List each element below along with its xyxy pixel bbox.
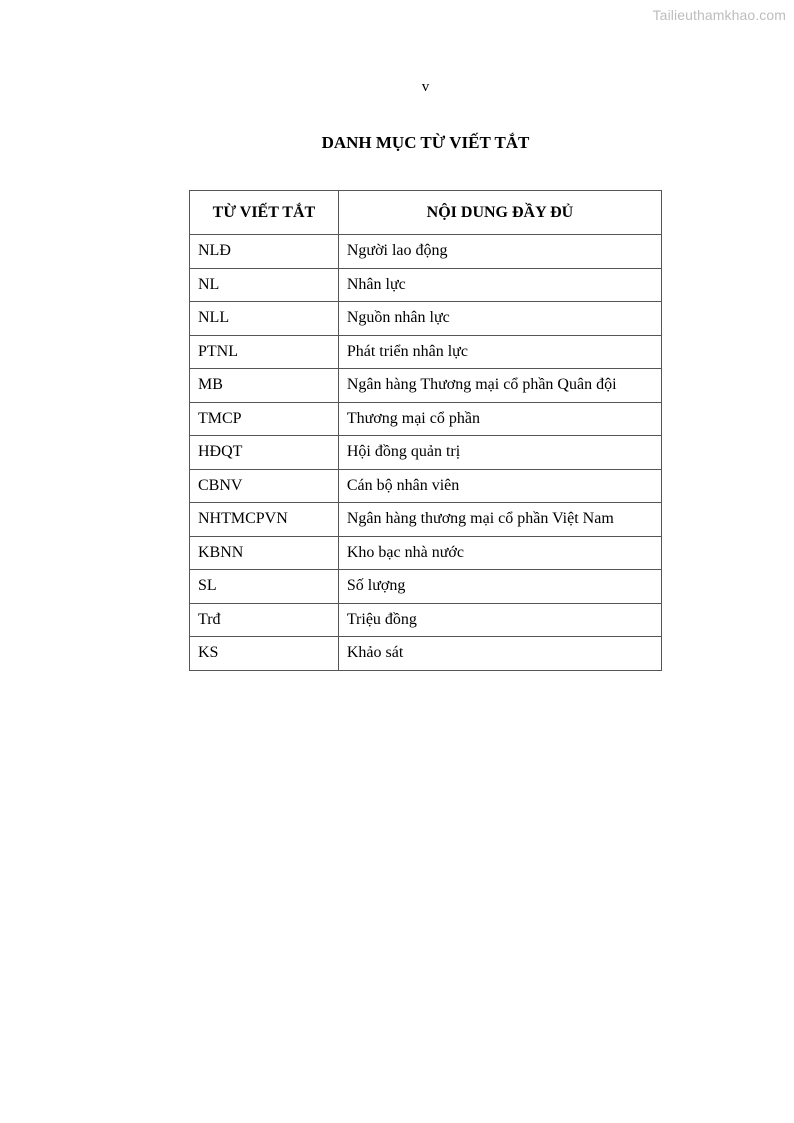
table-row (190, 469, 662, 503)
full-content-cell: Phát triển nhân lực (338, 335, 661, 369)
table-row (190, 402, 662, 436)
watermark-text: Tailieuthamkhao.com (652, 7, 786, 23)
full-content-cell: Khảo sát (338, 637, 661, 671)
abbreviation-cell: NL (190, 268, 339, 302)
abbreviation-cell: NHTMCPVN (190, 503, 339, 537)
page-title: DANH MỤC TỪ VIẾT TẮT (321, 133, 530, 152)
abbreviation-cell: HĐQT (190, 436, 339, 470)
full-content-cell: Cán bộ nhân viên (338, 469, 661, 503)
abbreviation-cell: NLĐ (190, 235, 339, 269)
abbreviation-cell: KBNN (190, 536, 339, 570)
full-content-cell: Nhân lực (338, 268, 661, 302)
column-header-abbreviation: TỪ VIẾT TẮT (190, 191, 339, 235)
table-header-row (190, 191, 662, 235)
full-content-cell: Hội đồng quản trị (338, 436, 661, 470)
abbreviation-cell: TMCP (190, 402, 339, 436)
table-row (190, 235, 662, 269)
abbreviation-table (189, 190, 662, 671)
abbreviation-cell: MB (190, 369, 339, 403)
full-content-cell: Kho bạc nhà nước (338, 536, 661, 570)
full-content-cell: Số lượng (338, 570, 661, 604)
full-content-cell: Nguồn nhân lực (338, 302, 661, 336)
abbreviation-cell: CBNV (190, 469, 339, 503)
abbreviation-cell: SL (190, 570, 339, 604)
full-content-cell: Thương mại cổ phần (338, 402, 661, 436)
abbreviation-cell: NLL (190, 302, 339, 336)
table-row (190, 268, 662, 302)
full-content-cell: Người lao động (338, 235, 661, 269)
full-content-cell: Triệu đồng (338, 603, 661, 637)
table-row (190, 436, 662, 470)
column-header-full-content: NỘI DUNG ĐẦY ĐỦ (338, 191, 661, 235)
page-number: v (421, 79, 430, 95)
table-row (190, 603, 662, 637)
abbreviation-cell: Trđ (190, 603, 339, 637)
table-row (190, 536, 662, 570)
abbreviation-cell: PTNL (190, 335, 339, 369)
full-content-cell: Ngân hàng thương mại cổ phần Việt Nam (338, 503, 661, 537)
table-row (190, 570, 662, 604)
abbreviation-cell: KS (190, 637, 339, 671)
table-row (190, 335, 662, 369)
table-row (190, 302, 662, 336)
table-row (190, 637, 662, 671)
table-row (190, 503, 662, 537)
table-row (190, 369, 662, 403)
full-content-cell: Ngân hàng Thương mại cổ phần Quân đội (338, 369, 661, 403)
